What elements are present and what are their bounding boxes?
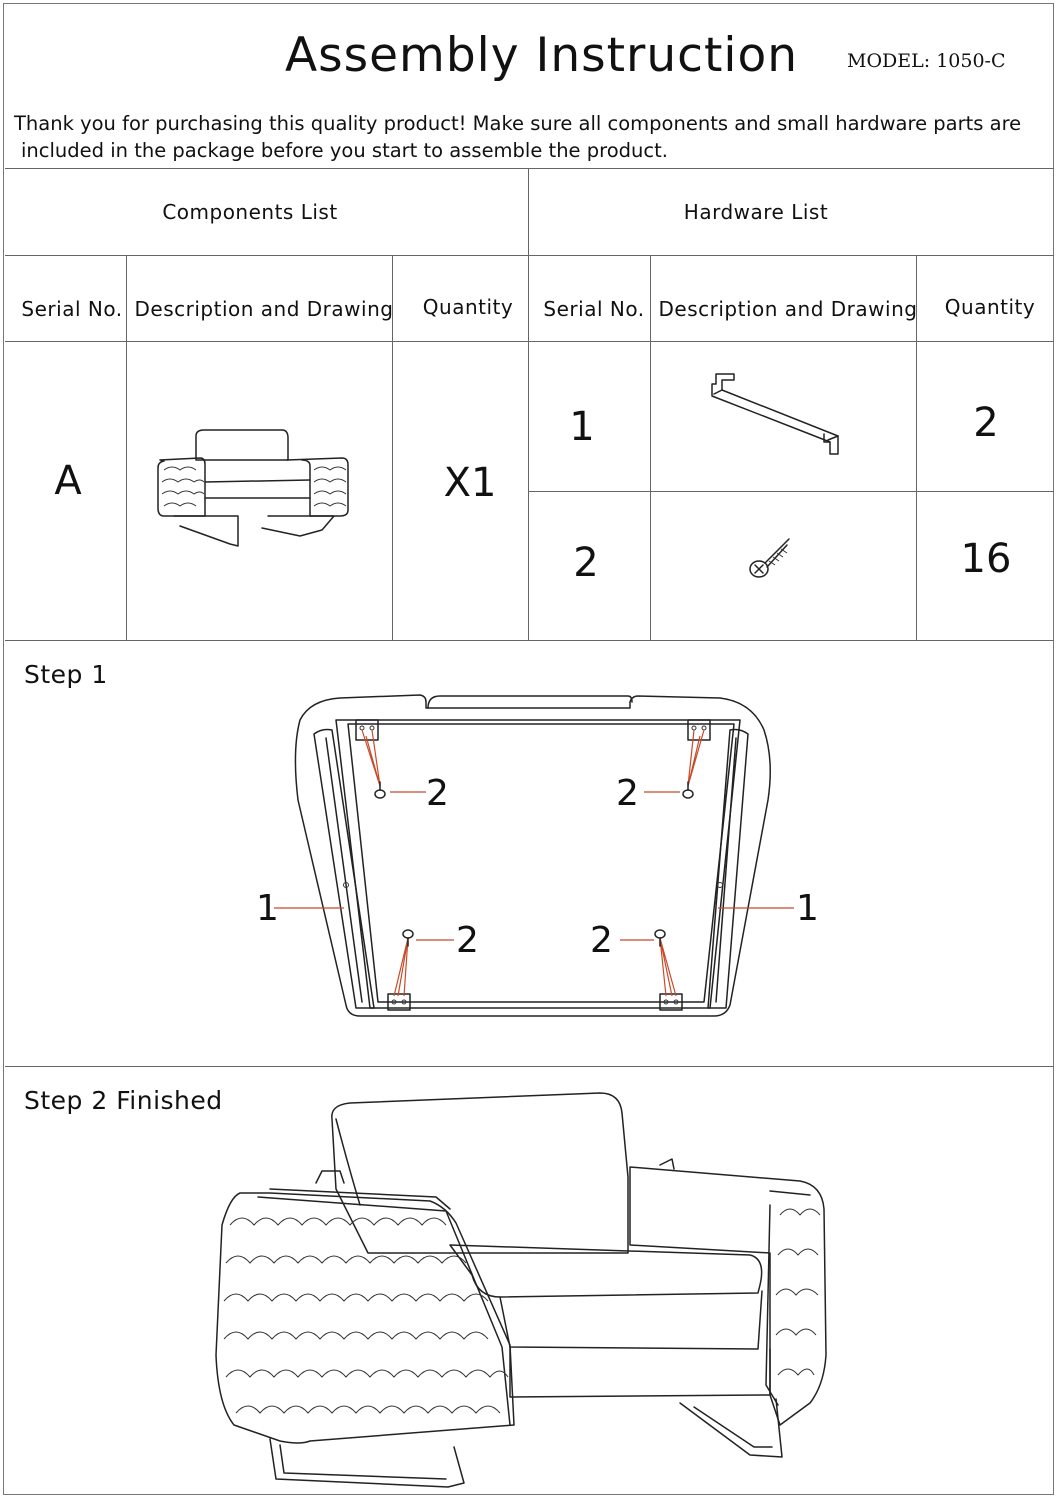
finished-armchair-drawing [210,1085,840,1495]
model-number: MODEL: 1050-C [847,50,1006,72]
step1-title: Step 1 [24,660,108,689]
table-center-rule [528,168,529,640]
hw-col-qty: Quantity [944,295,1036,319]
step1-callout-rail-left: 1 [256,888,279,929]
table-header-rule [5,255,1054,256]
comp-col-desc: Description and Drawing [134,297,394,321]
hardware-2-qty: 16 [960,536,1012,582]
step1-callout-screw-br: 2 [590,920,613,961]
step1-callout-screw-bl: 2 [456,920,479,961]
intro-line-1: Thank you for purchasing this quality product! Make sure all components and small hardware parts are [14,112,1022,135]
step1-callout-screw-tr: 2 [616,773,639,814]
hardware-row-rule [528,491,1054,492]
metal-bracket-icon [700,370,850,470]
page-title: Assembly Instruction [285,28,799,83]
table-top-rule [5,168,1054,169]
hardware-1-serial: 1 [569,404,595,450]
comp-col-serial: Serial No. [21,297,123,321]
step1-diagram [240,690,840,1050]
table-bottom-rule [5,640,1054,641]
table-colhead-rule [5,341,1054,342]
component-serial: A [54,458,82,504]
hardware-list-header: Hardware List [683,200,829,224]
step-divider [5,1066,1054,1067]
hardware-2-serial: 2 [573,540,599,586]
armchair-icon [150,420,360,560]
hw-col-desc: Description and Drawing [658,297,918,321]
hardware-1-qty: 2 [973,400,999,446]
intro-text [14,110,1054,164]
hw-col-serial: Serial No. [543,297,645,321]
components-list-header: Components List [162,200,338,224]
component-qty: X1 [443,460,497,506]
comp-col-qty: Quantity [422,295,514,319]
screw-icon [745,535,795,585]
intro-line-2: included in the package before you start to assemble the product. [21,139,668,162]
step1-callout-screw-tl: 2 [426,773,449,814]
step2-title: Step 2 Finished [24,1086,223,1115]
step1-callout-rail-right: 1 [796,888,819,929]
